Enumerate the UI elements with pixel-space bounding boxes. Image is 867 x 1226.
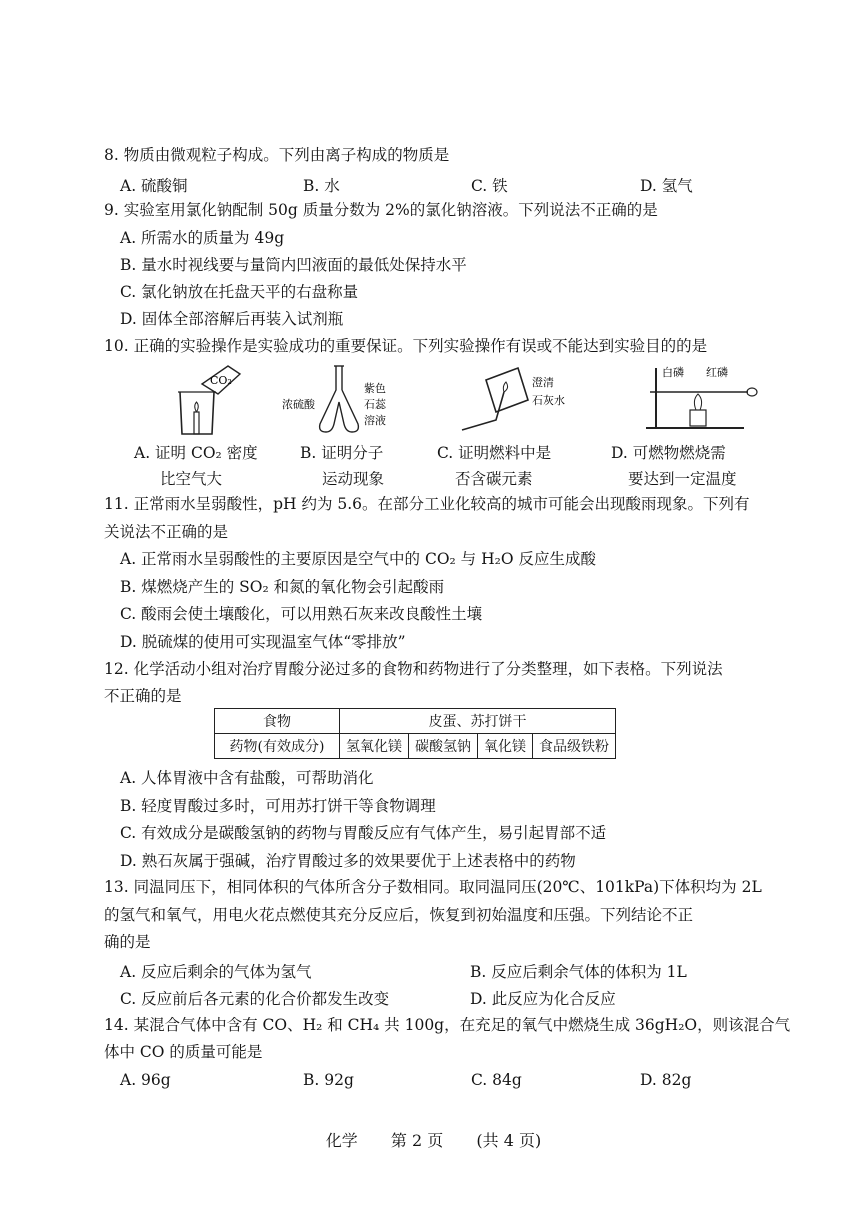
- option-c-line-1: C. 证明燃料中是: [437, 444, 552, 462]
- option-d: D. 固体全部溶解后再装入试剂瓶: [120, 310, 344, 328]
- option-b: B. 反应后剩余气体的体积为 1L: [470, 963, 687, 981]
- question-12-stem-2: 不正确的是: [104, 687, 182, 705]
- option-b: B. 量水时视线要与量筒内凹液面的最低处保持水平: [120, 256, 467, 274]
- question-13-options-row-1: [0, 960, 867, 980]
- question-11-stem-2: 关说法不正确的是: [104, 523, 229, 541]
- option-b: B. 煤燃烧产生的 SO₂ 和氮的氧化物会引起酸雨: [120, 578, 445, 596]
- figure-a-label: CO₂: [210, 374, 232, 387]
- option-c: C. 反应前后各元素的化合价都发生改变: [120, 990, 390, 1008]
- option-c: C. 酸雨会使土壤酸化，可以用熟石灰来改良酸性土壤: [120, 605, 483, 623]
- option-d: D. 氢气: [640, 177, 693, 195]
- question-11-stem-1: 11. 正常雨水呈弱酸性，pH 约为 5.6。在部分工业化较高的城市可能会出现酸雨现象。下列有: [104, 495, 750, 513]
- footer-total-pages: (共 4 页): [476, 1131, 542, 1150]
- question-8-stem: 8. 物质由微观粒子构成。下列由离子构成的物质是: [104, 146, 450, 164]
- option-a: A. 反应后剩余的气体为氢气: [120, 963, 312, 981]
- option-c: C. 有效成分是碳酸氢钠的药物与胃酸反应有气体产生，易引起胃部不适: [120, 824, 607, 842]
- question-14-options: [0, 1071, 867, 1091]
- figure-b-right-label-2: 石蕊: [364, 398, 386, 411]
- option-c-line-2: 否含碳元素: [455, 470, 533, 488]
- option-d: D. 脱硫煤的使用可实现温室气体“零排放”: [120, 633, 406, 651]
- figure-a-beaker: [170, 362, 250, 438]
- option-c: C. 氯化钠放在托盘天平的右盘称量: [120, 283, 359, 301]
- option-b: B. 水: [303, 177, 340, 195]
- option-b: B. 轻度胃酸过多时，可用苏打饼干等食物调理: [120, 797, 436, 815]
- question-14-stem-2: 体中 CO 的质量可能是: [104, 1043, 263, 1061]
- option-c: C. 铁: [471, 177, 508, 195]
- option-d: D. 82g: [640, 1071, 692, 1089]
- question-14-stem-1: 14. 某混合气体中含有 CO、H₂ 和 CH₄ 共 100g，在充足的氧气中燃烧生成 36gH₂O，则该混合气: [104, 1016, 791, 1034]
- option-d-line-2: 要达到一定温度: [628, 470, 737, 488]
- option-a: A. 96g: [120, 1071, 171, 1089]
- figure-d-label-white-p: 白磷: [662, 366, 684, 379]
- figure-c-label-2: 石灰水: [532, 394, 565, 407]
- figure-b-right-label-1: 紫色: [364, 382, 386, 395]
- question-13-stem-2: 的氢气和氧气，用电火花点燃使其充分反应后，恢复到初始温度和压强。下列结论不正: [104, 906, 694, 924]
- option-a: A. 人体胃液中含有盐酸，可帮助消化: [120, 769, 374, 787]
- figure-d-copper-plate: [636, 362, 766, 438]
- option-a: A. 硫酸铜: [120, 177, 188, 195]
- footer-page-number: 第 2 页: [390, 1131, 444, 1150]
- table-header-medicine: 药物(有效成分): [215, 734, 340, 759]
- question-13-stem-3: 确的是: [104, 933, 151, 951]
- option-d: D. 此反应为化合反应: [470, 990, 616, 1008]
- food-medicine-table: [214, 708, 616, 759]
- table-cell: 氢氧化镁: [340, 734, 409, 759]
- option-a-line-2: 比空气大: [160, 470, 223, 488]
- table-cell-food-items: 皮蛋、苏打饼干: [340, 709, 616, 734]
- option-d-line-1: D. 可燃物燃烧需: [611, 444, 726, 462]
- option-c: C. 84g: [471, 1071, 522, 1089]
- option-b-line-1: B. 证明分子: [300, 444, 384, 462]
- table-cell: 碳酸氢钠: [409, 734, 478, 759]
- option-a: A. 所需水的质量为 49g: [120, 229, 285, 247]
- figure-b-left-label: 浓硫酸: [282, 398, 315, 411]
- option-a-line-1: A. 证明 CO₂ 密度: [134, 444, 258, 462]
- option-b-line-2: 运动现象: [322, 470, 385, 488]
- question-9-stem: 9. 实验室用氯化钠配制 50g 质量分数为 2%的氯化钠溶液。下列说法不正确的是: [104, 201, 658, 219]
- question-12-stem-1: 12. 化学活动小组对治疗胃酸分泌过多的食物和药物进行了分类整理，如下表格。下列说法: [104, 660, 723, 678]
- table-header-food: 食物: [215, 709, 340, 734]
- question-8-options: [0, 174, 867, 194]
- figure-b-right-label-3: 溶液: [364, 414, 386, 427]
- question-13-stem-1: 13. 同温同压下，相同体积的气体所含分子数相同。取同温同压(20℃、101kPa)下体积均为 2L: [104, 878, 762, 896]
- figure-b-y-tube: [282, 362, 402, 438]
- table-cell: 氧化镁: [478, 734, 533, 759]
- table-cell: 食品级铁粉: [533, 734, 616, 759]
- figure-c-beaker-flame: [456, 362, 586, 438]
- page-footer: [0, 1128, 867, 1151]
- figure-c-label-1: 澄清: [532, 376, 554, 389]
- option-a: A. 正常雨水呈弱酸性的主要原因是空气中的 CO₂ 与 H₂O 反应生成酸: [120, 550, 596, 568]
- question-10-stem: 10. 正确的实验操作是实验成功的重要保证。下列实验操作有误或不能达到实验目的的是: [104, 337, 708, 355]
- question-13-options-row-2: [0, 987, 867, 1007]
- footer-subject: 化学: [325, 1131, 358, 1150]
- option-b: B. 92g: [303, 1071, 354, 1089]
- option-d: D. 熟石灰属于强碱，治疗胃酸过多的效果要优于上述表格中的药物: [120, 852, 576, 870]
- figure-d-label-red-p: 红磷: [706, 366, 728, 379]
